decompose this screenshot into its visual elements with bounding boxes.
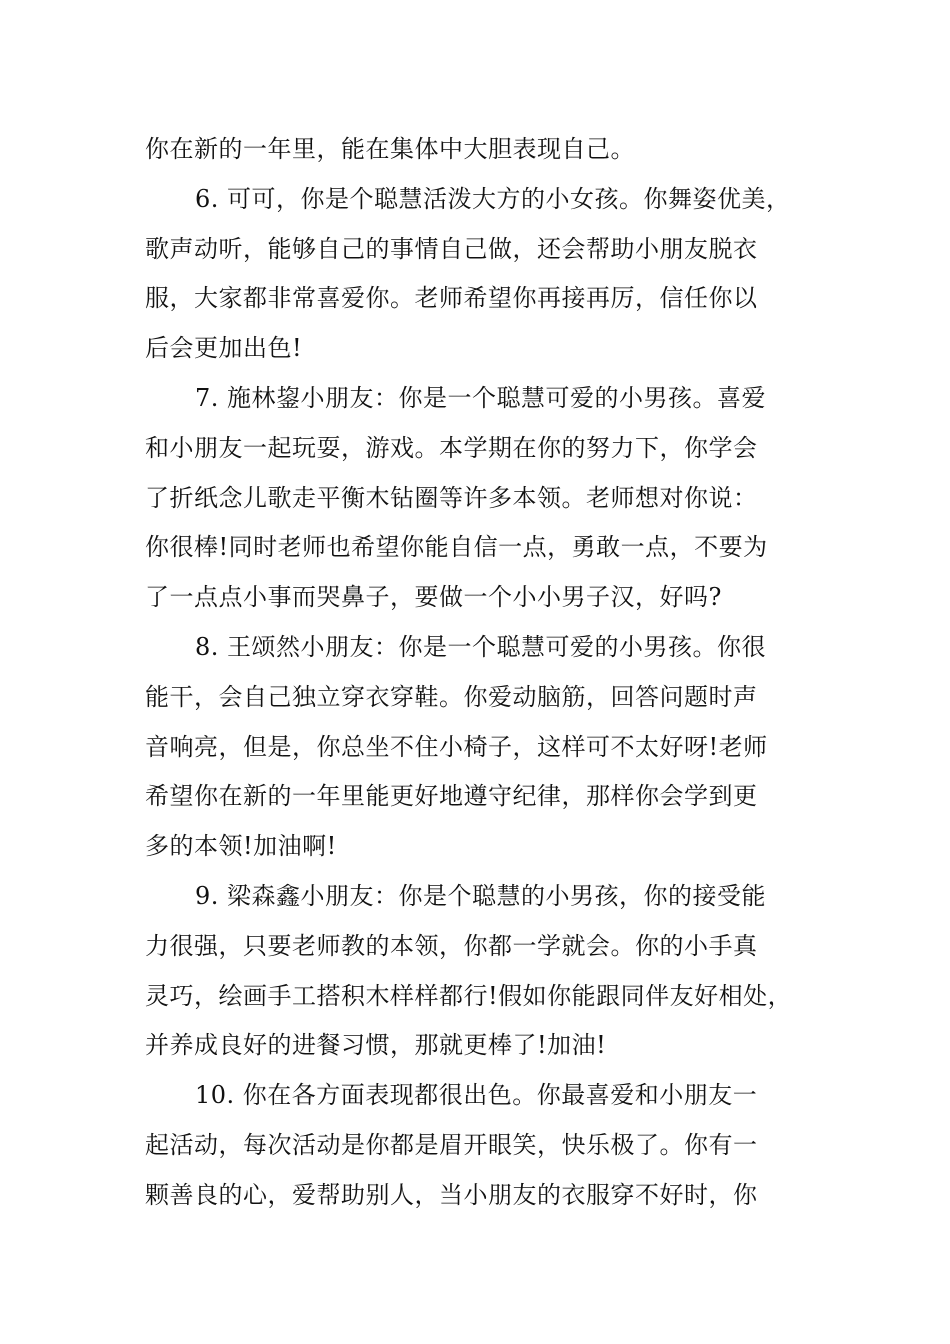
text-line: 多的本领!加油啊! bbox=[145, 832, 337, 861]
text-line: 6. 可可，你是个聪慧活泼大方的小女孩。你舞姿优美， bbox=[195, 184, 791, 213]
text-line: 和小朋友一起玩耍，游戏。本学期在你的努力下，你学会 bbox=[145, 433, 758, 462]
text-line: 并养成良好的进餐习惯，那就更棒了!加油! bbox=[145, 1031, 607, 1060]
text-line: 起活动，每次活动是你都是眉开眼笑，快乐极了。你有一 bbox=[145, 1130, 758, 1159]
text-line: 颗善良的心，爱帮助别人，当小朋友的衣服穿不好时，你 bbox=[145, 1180, 758, 1209]
text-line: 希望你在新的一年里能更好地遵守纪律，那样你会学到更 bbox=[145, 782, 758, 811]
text-line: 10. 你在各方面表现都很出色。你最喜爱和小朋友一 bbox=[195, 1081, 758, 1110]
text-line: 了折纸念儿歌走平衡木钻圈等许多本领。老师想对你说： bbox=[145, 483, 758, 512]
text-line: 音响亮，但是，你总坐不住小椅子，这样可不太好呀!老师 bbox=[145, 732, 768, 761]
text-line: 服，大家都非常喜爱你。老师希望你再接再厉，信任你以 bbox=[145, 284, 758, 313]
text-line: 你很棒!同时老师也希望你能自信一点，勇敢一点，不要为 bbox=[145, 533, 768, 562]
text-line: 7. 施林鋆小朋友：你是一个聪慧可爱的小男孩。喜爱 bbox=[195, 383, 767, 412]
text-line: 9. 梁森鑫小朋友：你是个聪慧的小男孩，你的接受能 bbox=[195, 881, 767, 910]
text-line: 歌声动听，能够自己的事情自己做，还会帮助小朋友脱衣 bbox=[145, 234, 758, 263]
text-line: 你在新的一年里，能在集体中大胆表现自己。 bbox=[145, 135, 635, 163]
text-line: 8. 王颂然小朋友：你是一个聪慧可爱的小男孩。你很 bbox=[195, 632, 767, 661]
text-line: 力很强，只要老师教的本领，你都一学就会。你的小手真 bbox=[145, 931, 758, 960]
text-line: 灵巧，绘画手工搭积木样样都行!假如你能跟同伴友好相处， bbox=[145, 981, 793, 1010]
text-line: 能干，会自己独立穿衣穿鞋。你爱动脑筋，回答问题时声 bbox=[145, 682, 758, 711]
text-line: 了一点点小事而哭鼻子，要做一个小小男子汉，好吗? bbox=[145, 583, 722, 612]
text-line: 后会更加出色! bbox=[145, 334, 303, 363]
document-body bbox=[145, 125, 815, 1221]
